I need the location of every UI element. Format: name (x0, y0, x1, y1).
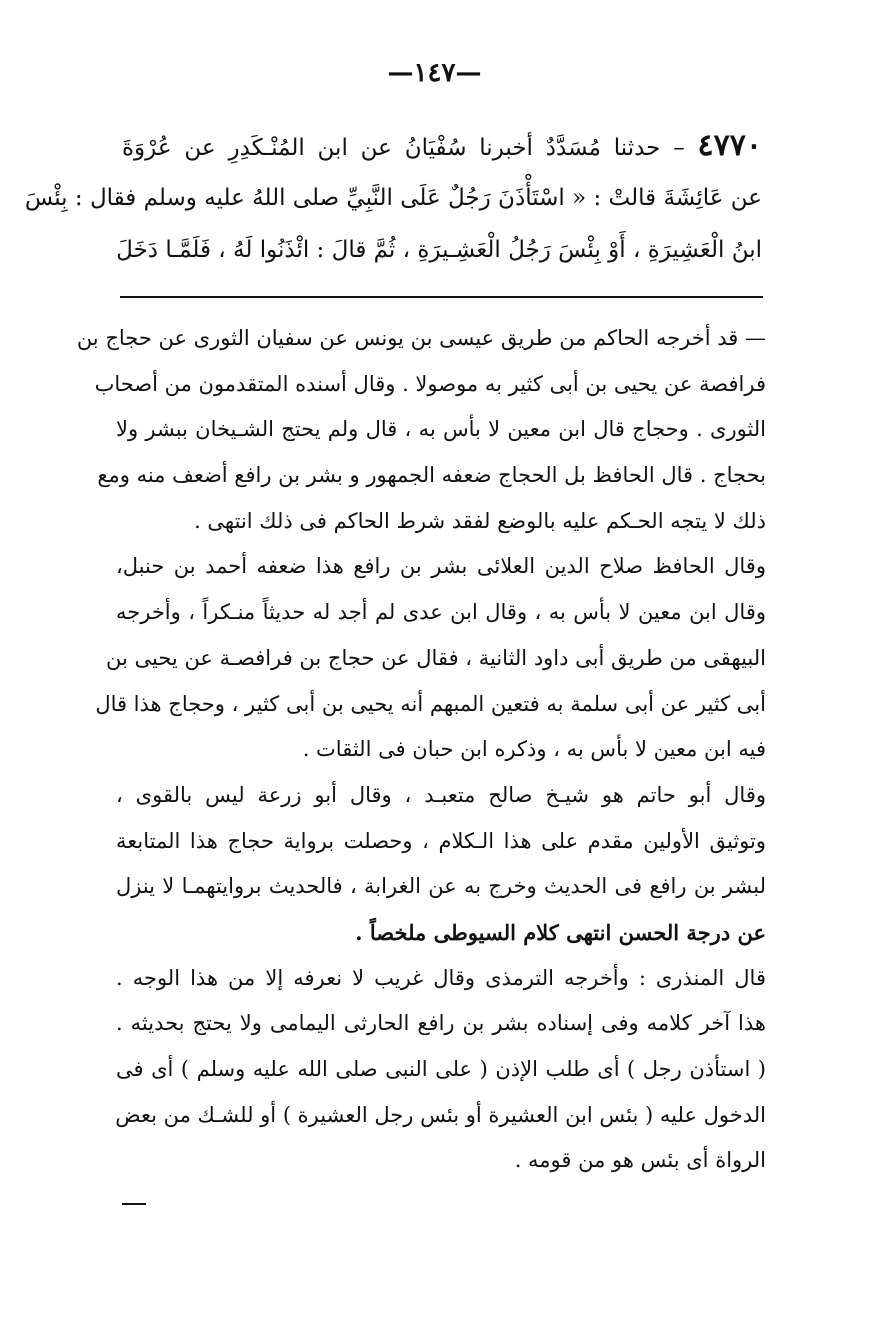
commentary-line: أبى كثير عن أبى سلمة به فتعين المبهم أنه يحيى بن أبى كثير ، وحجاج هذا قال (95, 691, 766, 716)
commentary-line: قال المنذرى : وأخرجه الترمذى وقال غريب لا نعرفه إلا من هذا الوجه . (116, 965, 766, 990)
commentary-line: الرواة أى بئس هو من قومه . (514, 1148, 766, 1173)
commentary-text (76, 316, 766, 1184)
commentary-line: وقال الحافظ صلاح الدين العلائى بشر بن رافع هذا ضعفه أحمد بن حنبل، (116, 554, 766, 579)
commentary-line: وقال أبو حاتم هو شيـخ صالح متعبـد ، وقال أبو زرعة ليس بالقوى ، (116, 782, 766, 807)
hadith-line-text: – حدثنا مُسَدَّدٌ أخبرنا سُفْيَانُ عن ابن المُنْـكَدِرِ عن عُرْوَةَ (122, 135, 685, 161)
hadith-line: ابنُ الْعَشِيرَةِ ، أَوْ بِئْسَ رَجُلُ الْعَشِـيرَةِ ، ثُمَّ قالَ : ائْذَنُوا لَهُ ، فَلَمَّـا دَخَلَ (116, 237, 762, 263)
page-number: —١٤٧— (387, 58, 482, 88)
commentary-line: الثورى . وحجاج قال ابن معين لا بأس به ، قال ولم يحتج الشـيخان ببشر ولا (116, 417, 766, 442)
commentary-line: وتوثيق الأولين مقدم على هذا الـكلام ، وحصلت برواية حجاج هذا المتابعة (116, 828, 766, 853)
commentary-line: فيه ابن معين لا بأس به ، وذكره ابن حبان فى الثقات . (302, 737, 766, 762)
commentary-line: هذا آخر كلامه وفى إسناده بشر بن رافع الحارثى اليمامى ولا يحتج بحديثه . (116, 1011, 766, 1036)
hadith-line (122, 120, 762, 172)
commentary-line: ذلك لا يتجه الحـكم عليه بالوضع لفقد شرط الحاكم فى ذلك انتهى . (194, 508, 766, 533)
commentary-line: الدخول عليه ( بئس ابن العشيرة أو بئس رجل العشيرة ) أو للشـك من بعض (115, 1102, 766, 1127)
commentary-line: لبشر بن رافع فى الحديث وخرج به عن الغرابة ، فالحديث بروايتهمـا لا ينزل (116, 874, 766, 899)
commentary-line: — قد أخرجه الحاكم من طريق عيسى بن يونس عن سفيان الثورى عن حجاج بن (76, 326, 766, 350)
commentary-line: البيهقى من طريق أبى داود الثانية ، فقال عن حجاج بن فرافصـة عن يحيى بن (106, 645, 766, 670)
footnote-divider (120, 296, 763, 298)
commentary-line: وقال ابن معين لا بأس به ، وقال ابن عدى لم أجد له حديثاً منـكراً ، وأخرجه (116, 600, 766, 625)
commentary-line: ( استأذن رجل ) أى طلب الإذن ( على النبى صلى الله عليه وسلم ) أى فى (116, 1057, 766, 1081)
continuation-dash (122, 1203, 146, 1205)
commentary-line: فرافصة عن يحيى بن أبى كثير به موصولا . وقال أسنده المتقدمون من أصحاب (94, 371, 766, 396)
commentary-line: بحجاج . قال الحافظ بل الحجاج ضعفه الجمهور و بشر بن رافع أضعف منه ومع (97, 463, 766, 488)
commentary-line: عن درجة الحسن انتهى كلام السيوطى ملخصاً . (355, 919, 766, 945)
hadith-line: عن عَائِشَةَ قالتْ : « اسْتَأْذَنَ رَجُلٌ عَلَى النَّبِيِّ صلى اللهُ عليه وسلم فقال : بِئْسَ (24, 185, 762, 211)
hadith-text (24, 120, 762, 276)
hadith-number: ٤٧٧٠ (697, 128, 762, 163)
